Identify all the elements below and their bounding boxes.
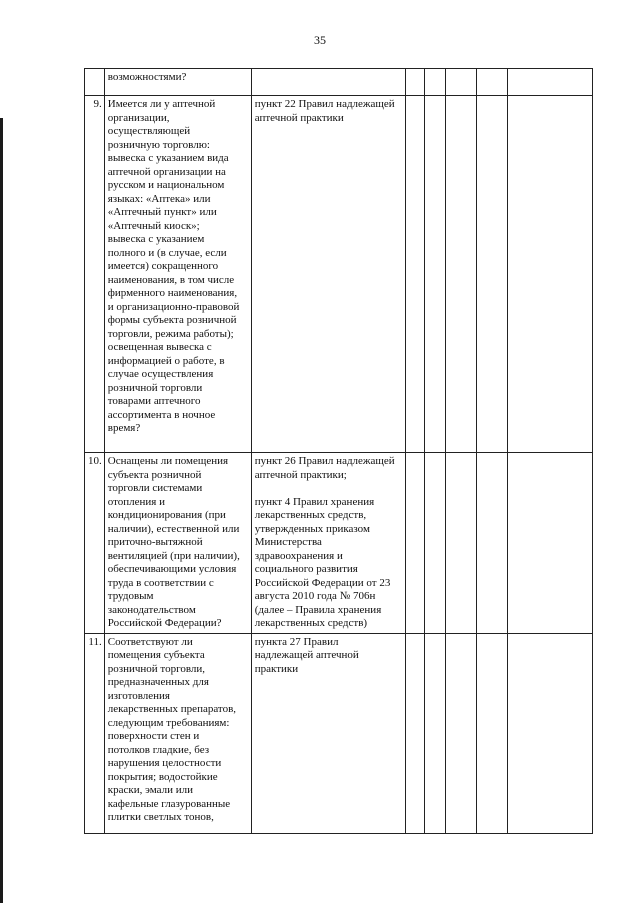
row-number: 9. [85,96,105,453]
question-line: плитки светлых тонов, [107,811,214,823]
question-line: русском и национальном [107,179,225,191]
question-line: возможностями? [107,71,187,83]
question-line: языках: «Аптека» или [107,192,211,205]
question-line: освещенная вывеска с [107,341,212,353]
reference-line [255,482,402,496]
question-line: трудовым [107,590,154,602]
note-cell[interactable] [507,69,592,96]
table-row [85,69,593,96]
mark-cell-na[interactable] [445,453,476,634]
mark-cell-no[interactable] [424,453,445,634]
question-line: обеспечивающими условия [107,563,237,575]
note-cell[interactable] [507,633,592,833]
question-line: формы субъекта розничной [107,314,237,326]
mark-cell-na[interactable] [445,96,476,453]
question-line: краски, эмали или [107,784,193,796]
question-line: товарами аптечного [107,395,201,407]
note-cell[interactable] [507,453,592,634]
table-row [85,633,593,833]
question-line: фирменного наименования, [107,287,238,299]
question-line: случае осуществления [107,368,214,380]
question-line: законодательством [107,603,196,616]
question-line: кондиционирования (при [107,509,226,521]
reference-line: лекарственных средств) [254,617,368,629]
mark-cell-yes[interactable] [405,453,424,634]
reference-line: Министерства [254,536,322,548]
reference-line: утвержденных приказом [254,522,370,535]
question-line: Оснащены ли помещения [107,455,229,467]
checklist-table [84,68,593,834]
reference-line: здравоохранения и [254,549,343,562]
question-line: изготовления [107,689,170,702]
question-line: кафельные глазурованные [107,797,231,810]
mark-cell-yes[interactable] [405,633,424,833]
question-line: субъекта розничной [107,468,202,481]
reference-cell [251,453,405,634]
reference-line: пункт 4 Правил хранения [254,495,375,508]
question-line: Имеется ли у аптечной [107,98,216,110]
question-line: информацией о работе, в [107,354,225,367]
mark-cell-no[interactable] [424,69,445,96]
question-line: торговли системами [107,482,203,494]
mark-cell-na[interactable] [445,69,476,96]
row-number: 10. [85,453,105,634]
question-line: труда в соответствии с [107,576,214,589]
question-line: розничной торговли [107,381,203,394]
question-line: осуществляющей [107,125,191,137]
question-line: торговли, режима работы); [107,327,234,340]
reference-line: практики [254,662,299,675]
page-number: 35 [314,33,326,47]
question-line: и организационно-правовой [107,300,240,313]
mark-cell-extra[interactable] [476,69,507,96]
mark-cell-yes[interactable] [405,96,424,453]
mark-cell-yes[interactable] [405,69,424,96]
reference-cell [251,69,405,96]
question-cell [104,453,251,634]
question-line: поверхности стен и [107,730,200,742]
question-line: ассортимента в ночное [107,408,216,421]
reference-line: аптечной практики; [254,468,347,481]
question-line: помещения субъекта [107,649,205,661]
question-line: предназначенных для [107,676,209,688]
question-line: полного и (в случае, если [107,246,227,259]
reference-line: августа 2010 года № 706н [254,590,376,602]
question-line: лекарственных препаратов, [107,703,237,715]
reference-line: лекарственных средств, [254,509,367,521]
reference-line: пункта 27 Правил [254,635,339,648]
question-line: вывеска с указанием [107,233,205,245]
question-line: розничную торговлю: [107,138,210,151]
reference-line: аптечной практики [254,111,344,124]
reference-cell [251,96,405,453]
question-line: Соответствуют ли [107,635,193,648]
question-line: покрытия; водостойкие [107,770,218,783]
question-line: имеется) сокращенного [107,260,219,272]
mark-cell-extra[interactable] [476,453,507,634]
question-line: вентиляцией (при наличии), [107,549,240,562]
question-line: аптечной организации на [107,165,226,178]
reference-line: пункт 22 Правил надлежащей [254,98,395,110]
question-line: розничной торговли, [107,662,205,675]
question-line: потолков гладкие, без [107,743,210,756]
row-number: 11. [85,633,105,833]
question-cell [104,69,251,96]
reference-line: социального развития [254,563,358,575]
question-line: время? [107,422,141,434]
question-line: следующим требованиям: [107,716,230,729]
mark-cell-no[interactable] [424,633,445,833]
table-row [85,453,593,634]
table-row [85,96,593,453]
reference-cell [251,633,405,833]
reference-line: надлежащей аптечной [254,649,359,661]
question-line: «Аптечный пункт» или [107,206,217,218]
question-line: нарушения целостности [107,757,222,769]
note-cell[interactable] [507,96,592,453]
mark-cell-na[interactable] [445,633,476,833]
reference-line: (далее – Правила хранения [254,603,382,616]
reference-line: Российской Федерации от 23 [254,576,391,589]
question-line: отопления и [107,495,165,508]
question-line: приточно-вытяжной [107,536,203,548]
left-margin-bar [0,118,3,903]
question-cell [104,96,251,453]
row-number [85,69,105,96]
question-line: «Аптечный киоск»; [107,219,200,232]
mark-cell-extra[interactable] [476,633,507,833]
question-line: наименования, в том числе [107,273,235,286]
mark-cell-no[interactable] [424,96,445,453]
question-line: вывеска с указанием вида [107,152,229,164]
question-line: наличии), естественной или [107,522,240,535]
reference-line: пункт 26 Правил надлежащей [254,455,395,467]
mark-cell-extra[interactable] [476,96,507,453]
question-cell [104,633,251,833]
question-line: Российской Федерации? [107,617,222,629]
question-line: организации, [107,111,170,124]
